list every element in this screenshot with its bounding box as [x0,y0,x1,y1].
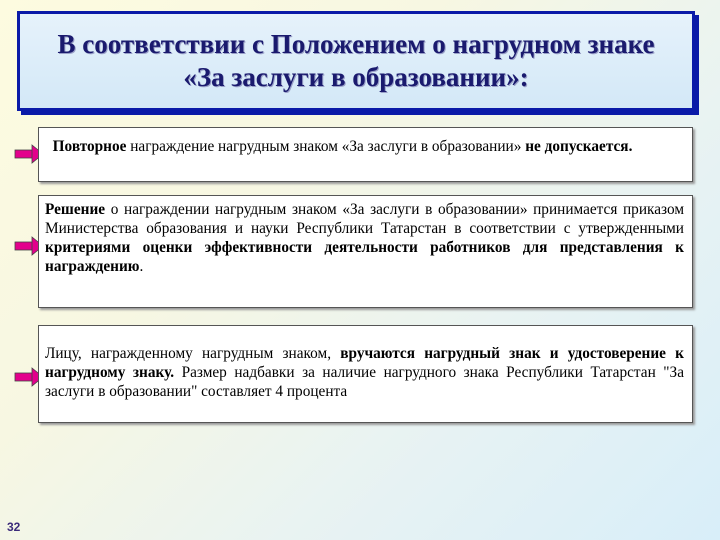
text-run: награждение нагрудным знаком «За заслуги в образовании» [126,138,526,155]
text-run: Лицу, награжденному нагрудным знаком, [45,345,341,362]
text-run: Размер надбавки за наличие нагрудного знака Республики Татарстан "За заслуги в образовании" составляет 4 процента [45,364,684,400]
text-run: Повторное [52,138,127,155]
slide-title-line-1: В соответствии с Положением о нагрудном знаке [57,29,655,59]
slide-title-line-2: «За заслуги в образовании»: [183,62,529,92]
text-box-repeat-award [38,127,693,182]
text-run: Решение [45,201,106,218]
text-run: критериями оценки эффективности деятельности работников для представления к награждению [45,239,684,275]
text-run: вручаются нагрудный знак и удостоверение к нагрудному знаку. [45,345,684,381]
title-box [17,11,695,111]
text-award-decision [45,200,684,276]
text-run [45,138,53,155]
text-run: не допускается. [525,138,633,155]
text-box-badge-presentation [38,325,693,423]
text-box-award-decision [38,195,693,308]
page-number: 32 [7,520,21,534]
text-repeat-award [45,137,684,156]
text-run: . [139,258,144,275]
text-run: о награждении нагрудным знаком «За заслуги в образовании» принимается приказом Министерства образования и науки Республики Татарстан в соответствии с утвержденными [45,201,684,237]
text-badge-presentation [45,344,684,401]
